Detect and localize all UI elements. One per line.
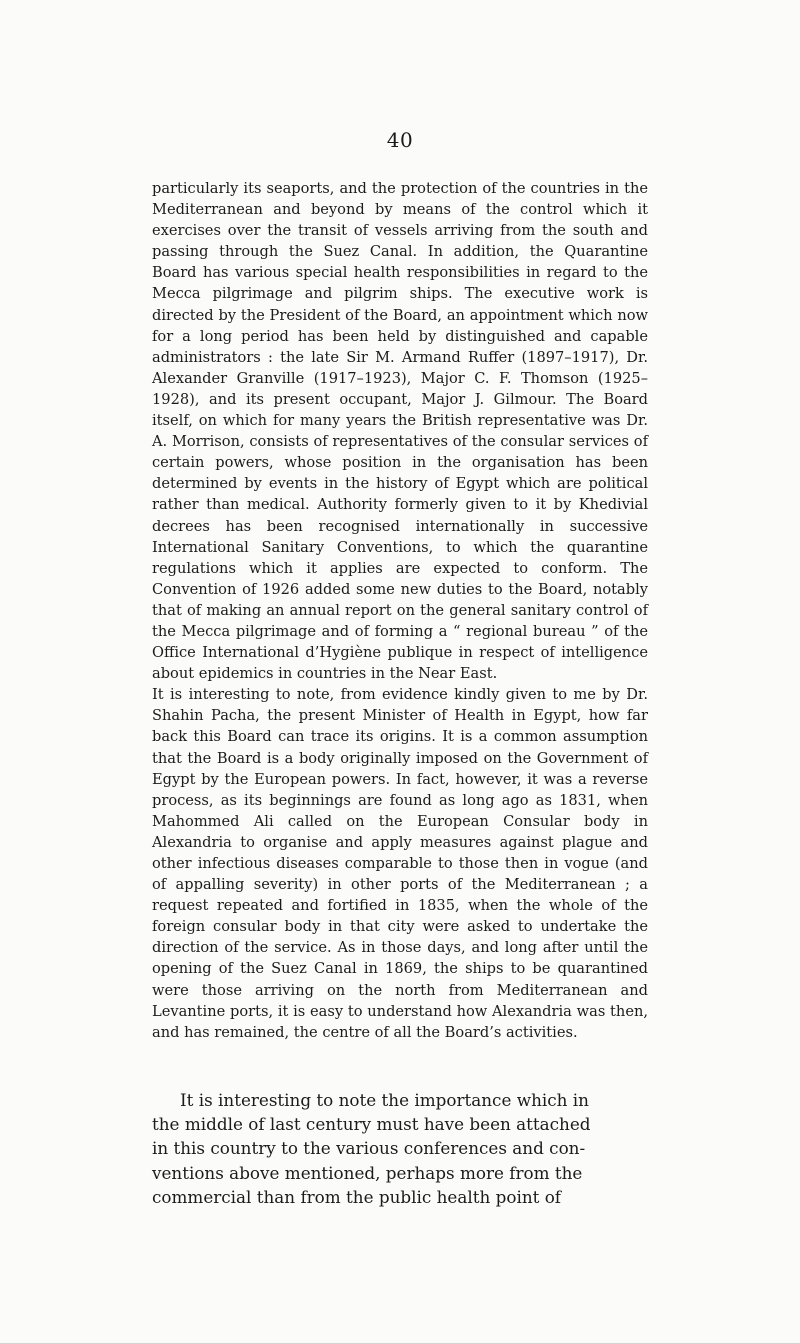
closing-line: ventions above mentioned, perhaps more from the xyxy=(152,1162,583,1183)
closing-line: commercial than from the public health point of xyxy=(152,1186,562,1207)
closing-line: It is interesting to note the importance which in xyxy=(180,1090,589,1110)
closing-line: in this country to the various conferences and con- xyxy=(152,1138,586,1159)
paragraph-origins: It is interesting to note, from evidence kindly given to me by Dr. Shahin Pacha, the present Minister of Health in Egypt, how far back this Board can trace its origins. It is a common assumption that the Board is a body originally imposed on the Government of Egypt by the European powers. In fact, however, it was a reverse process, as its beginnings are found as long ago as 1831, when Mahommed Ali called on the European Consular body in Alexandria to organise and apply measures against plague and other infectious diseases comparable to those then in vogue (and of appalling severity) in other ports of the Mediterranean ; a request repeated and fortified in 1835, when the whole of the foreign consular body in that city were asked to undertake the direction of the service. As in those days, and long after until the opening of the Suez Canal in 1869, the ships to be quarantined were those arriving on the north from Mediterranean and Levantine ports, it is easy to understand how Alexandria was then, and has remained, the centre of all the Board’s activities. xyxy=(152,686,648,1041)
page-number: 40 xyxy=(386,128,414,152)
paragraph-quarantine-board: particularly its seaports, and the protection of the countries in the Mediterranean and beyond by means of the control which it exercises over the transit of vessels arriving from the south and passing through the Suez Canal. In addition, the Quarantine Board has various special health responsibilities in regard to the Mecca pilgrimage and pilgrim ships. The executive work is directed by the President of the Board, an appointment which now for a long period has been held by distinguished and capable administrators : the late Sir M. Armand Ruffer (1897–1917), Dr. Alexander Granville (1917–1923), Major C. F. Thomson (1925–1928), and its present occupant, Major J. Gilmour. The Board itself, on which for many years the British representative was Dr. A. Morrison, consists of representatives of the consular services of certain powers, whose position in the organisation has been determined by events in the history of Egypt which are political rather than medical. Authority formerly given to it by Khedivial decrees has been recognised internationally in successive International Sanitary Conventions, to which the quarantine regulations which it applies are expected to conform. The Convention of 1926 added some new duties to the Board, notably that of making an annual report on the general sanitary control of the Mecca pilgrimage and of forming a “ regional bureau ” of the Office International d’Hygiène publique in respect of intelligence about epidemics in countries in the Near East. xyxy=(152,180,648,683)
closing-paragraph xyxy=(152,1088,648,1209)
closing-line: the middle of last century must have been attached xyxy=(152,1114,591,1135)
main-text-block xyxy=(152,178,648,1043)
